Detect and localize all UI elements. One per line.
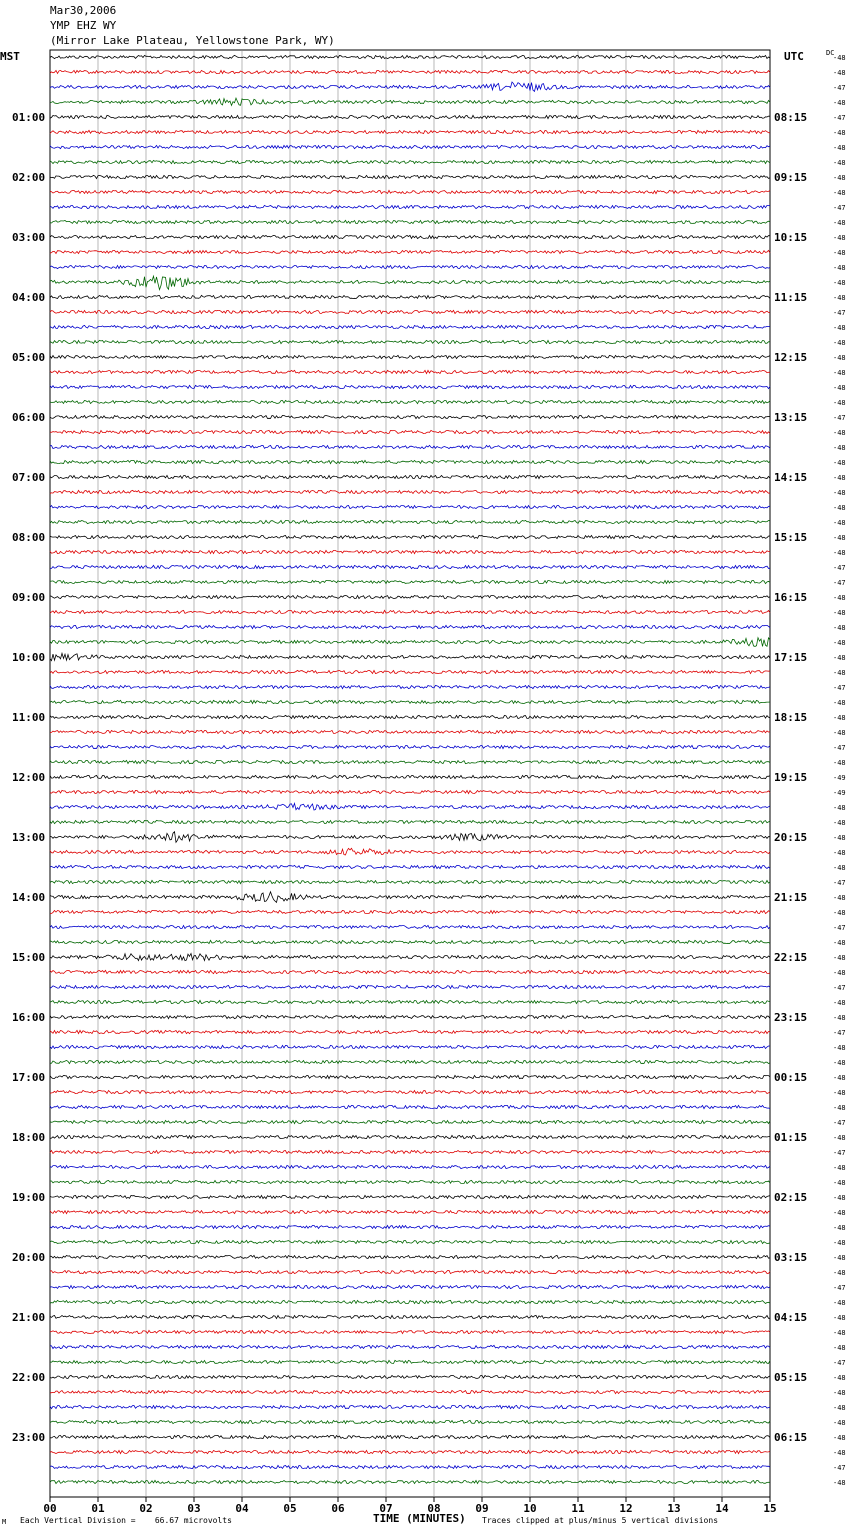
dc-offset-label: -48 xyxy=(833,474,846,482)
right-hour-label: 17:15 xyxy=(774,651,808,664)
right-hour-label: 12:15 xyxy=(774,351,808,364)
trace-row xyxy=(50,445,770,448)
station-code: YMP EHZ WY xyxy=(50,19,117,32)
dc-offset-label: -48 xyxy=(833,489,846,497)
x-tick-label: 06 xyxy=(331,1502,345,1515)
left-hour-label: 10:00 xyxy=(12,651,46,664)
x-tick-label: 05 xyxy=(283,1502,297,1515)
dc-offset-label: -48 xyxy=(833,1134,846,1142)
x-tick-label: 00 xyxy=(43,1502,57,1515)
right-hour-label: 19:15 xyxy=(774,771,808,784)
dc-offset-label: -48 xyxy=(833,444,846,452)
trace-row xyxy=(50,475,770,478)
trace-row xyxy=(50,1255,770,1258)
dc-offset-label: -48 xyxy=(833,1014,846,1022)
dc-offset-label: -48 xyxy=(833,969,846,977)
record-date: Mar30,2006 xyxy=(50,4,117,17)
trace-row xyxy=(50,1165,770,1168)
dc-offset-label: -48 xyxy=(833,1299,846,1307)
dc-offset-label: -48 xyxy=(833,234,846,242)
right-hour-label: 00:15 xyxy=(774,1071,808,1084)
left-timezone-label: MST xyxy=(0,50,20,63)
trace-row xyxy=(50,1180,770,1183)
trace-row xyxy=(50,1285,770,1288)
trace-row xyxy=(50,1345,770,1348)
dc-offset-label: -48 xyxy=(833,534,846,542)
dc-offset-label: -48 xyxy=(833,1344,846,1352)
dc-offset-label: -47 xyxy=(833,1119,846,1127)
dc-offset-label: -48 xyxy=(833,429,846,437)
left-hour-label: 05:00 xyxy=(12,351,46,364)
dc-offset-label: -48 xyxy=(833,1434,846,1442)
dc-offset-label: -48 xyxy=(833,729,846,737)
right-hour-label: 02:15 xyxy=(774,1191,808,1204)
right-hour-label: 15:15 xyxy=(774,531,808,544)
right-hour-label: 22:15 xyxy=(774,951,808,964)
left-hour-label: 23:00 xyxy=(12,1431,46,1444)
trace-row xyxy=(50,1135,770,1138)
trace-row xyxy=(50,220,770,223)
dc-offset-label: -48 xyxy=(833,159,846,167)
trace-row xyxy=(50,130,770,133)
dc-offset-label: -48 xyxy=(833,1449,846,1457)
dc-offset-label: -47 xyxy=(833,204,846,212)
corner-mark: M xyxy=(2,1518,7,1526)
right-hour-label: 11:15 xyxy=(774,291,808,304)
trace-row xyxy=(50,385,770,388)
right-hour-label: 20:15 xyxy=(774,831,808,844)
x-tick-label: 14 xyxy=(715,1502,729,1515)
dc-offset-label: -48 xyxy=(833,1329,846,1337)
trace-row xyxy=(50,1480,770,1483)
right-hour-label: 06:15 xyxy=(774,1431,808,1444)
dc-offset-label: -48 xyxy=(833,909,846,917)
trace-row xyxy=(50,940,770,943)
dc-offset-label: -47 xyxy=(833,114,846,122)
dc-offset-label: -48 xyxy=(833,339,846,347)
dc-offset-label: -48 xyxy=(833,699,846,707)
trace-row xyxy=(50,848,770,855)
dc-offset-label: -47 xyxy=(833,1464,846,1472)
trace-row xyxy=(50,550,770,553)
trace-row xyxy=(50,970,770,973)
trace-row xyxy=(50,832,770,843)
trace-row xyxy=(50,1300,770,1303)
trace-row xyxy=(50,1465,770,1468)
dc-offset-label: -48 xyxy=(833,1104,846,1112)
right-hour-label: 16:15 xyxy=(774,591,808,604)
right-hour-label: 05:15 xyxy=(774,1371,808,1384)
trace-row xyxy=(50,1075,770,1078)
trace-row xyxy=(50,310,770,313)
trace-row xyxy=(50,910,770,913)
dc-offset-label: -48 xyxy=(833,294,846,302)
trace-row xyxy=(50,340,770,343)
trace-row xyxy=(50,745,770,748)
trace-row xyxy=(50,430,770,433)
trace-row xyxy=(50,82,770,91)
dc-offset-label: -48 xyxy=(833,1089,846,1097)
right-hour-label: 13:15 xyxy=(774,411,808,424)
trace-row xyxy=(50,250,770,253)
trace-row xyxy=(50,1120,770,1123)
right-hour-label: 23:15 xyxy=(774,1011,808,1024)
x-tick-label: 01 xyxy=(91,1502,105,1515)
dc-offset-label: -48 xyxy=(833,1074,846,1082)
right-hour-label: 21:15 xyxy=(774,891,808,904)
dc-offset-label: -48 xyxy=(833,999,846,1007)
trace-row xyxy=(50,625,770,628)
trace-row xyxy=(50,595,770,598)
left-hour-label: 19:00 xyxy=(12,1191,46,1204)
dc-offset-label: -47 xyxy=(833,924,846,932)
dc-offset-label: -48 xyxy=(833,129,846,137)
dc-offset-label: -48 xyxy=(833,69,846,77)
right-hour-label: 03:15 xyxy=(774,1251,808,1264)
right-hour-label: 18:15 xyxy=(774,711,808,724)
right-hour-label: 01:15 xyxy=(774,1131,808,1144)
trace-row xyxy=(50,490,770,493)
right-hour-label: 08:15 xyxy=(774,111,808,124)
dc-offset-label: -48 xyxy=(833,519,846,527)
dc-offset-label: -48 xyxy=(833,384,846,392)
trace-row xyxy=(50,70,770,73)
dc-offset-label: -48 xyxy=(833,939,846,947)
x-tick-label: 11 xyxy=(571,1502,585,1515)
trace-row xyxy=(50,1420,770,1423)
trace-row xyxy=(50,1150,770,1153)
x-tick-label: 15 xyxy=(763,1502,777,1515)
left-hour-label: 20:00 xyxy=(12,1251,46,1264)
dc-offset-label: -48 xyxy=(833,249,846,257)
dc-offset-label: -47 xyxy=(833,684,846,692)
dc-offset-label: -48 xyxy=(833,594,846,602)
trace-row xyxy=(50,865,770,868)
dc-offset-label: -48 xyxy=(833,1479,846,1487)
left-hour-label: 22:00 xyxy=(12,1371,46,1384)
trace-row xyxy=(50,1270,770,1273)
trace-row xyxy=(50,685,770,688)
trace-row xyxy=(50,160,770,163)
trace-row xyxy=(50,370,770,373)
trace-row xyxy=(50,670,770,673)
dc-offset-label: -48 xyxy=(833,189,846,197)
trace-row xyxy=(50,760,770,763)
dc-offset-label: -47 xyxy=(833,1359,846,1367)
trace-row xyxy=(50,460,770,463)
x-tick-label: 12 xyxy=(619,1502,633,1515)
dc-offset-label: -48 xyxy=(833,624,846,632)
left-hour-label: 21:00 xyxy=(12,1311,46,1324)
left-hour-label: 14:00 xyxy=(12,891,46,904)
x-tick-label: 04 xyxy=(235,1502,249,1515)
trace-row xyxy=(50,235,770,238)
trace-row xyxy=(50,98,770,105)
trace-row xyxy=(50,276,770,289)
trace-row xyxy=(50,954,770,961)
dc-offset-label: -48 xyxy=(833,504,846,512)
dc-offset-label: -48 xyxy=(833,1224,846,1232)
trace-row xyxy=(50,1390,770,1393)
right-hour-label: 04:15 xyxy=(774,1311,808,1324)
dc-offset-label: -48 xyxy=(833,849,846,857)
left-hour-label: 17:00 xyxy=(12,1071,46,1084)
trace-row xyxy=(50,1045,770,1048)
dc-offset-label: -48 xyxy=(833,819,846,827)
dc-offset-label: -48 xyxy=(833,1194,846,1202)
trace-row xyxy=(50,1000,770,1003)
dc-offset-label: -48 xyxy=(833,279,846,287)
dc-offset-label: -48 xyxy=(833,1209,846,1217)
dc-offset-label: -47 xyxy=(833,1149,846,1157)
dc-offset-label: -48 xyxy=(833,99,846,107)
dc-offset-label: -48 xyxy=(833,834,846,842)
dc-offset-label: -48 xyxy=(833,639,846,647)
trace-row xyxy=(50,505,770,508)
trace-row xyxy=(50,1375,770,1378)
trace-row xyxy=(50,1360,770,1363)
dc-offset-label: -47 xyxy=(833,1284,846,1292)
trace-row xyxy=(50,55,770,58)
trace-row xyxy=(50,325,770,328)
trace-row xyxy=(50,1225,770,1228)
x-tick-label: 03 xyxy=(187,1502,201,1515)
trace-row xyxy=(50,580,770,583)
dc-offset-label: -49 xyxy=(833,774,846,782)
dc-offset-label: -48 xyxy=(833,549,846,557)
dc-offset-label: -48 xyxy=(833,1314,846,1322)
dc-offset-label: -48 xyxy=(833,399,846,407)
trace-row xyxy=(50,520,770,523)
left-hour-label: 02:00 xyxy=(12,171,46,184)
dc-offset-label: -48 xyxy=(833,864,846,872)
trace-row xyxy=(50,1090,770,1093)
dc-offset-label: -48 xyxy=(833,654,846,662)
trace-row xyxy=(50,985,770,988)
dc-offset-label: -48 xyxy=(833,1269,846,1277)
dc-offset-label: -48 xyxy=(833,759,846,767)
left-hour-label: 03:00 xyxy=(12,231,46,244)
left-hour-label: 08:00 xyxy=(12,531,46,544)
trace-row xyxy=(50,145,770,148)
left-hour-label: 15:00 xyxy=(12,951,46,964)
station-location: (Mirror Lake Plateau, Yellowstone Park, WY) xyxy=(50,34,335,47)
trace-row xyxy=(50,1315,770,1318)
trace-row xyxy=(50,803,770,810)
trace-row xyxy=(50,1435,770,1438)
trace-row xyxy=(50,400,770,403)
dc-offset-label: -48 xyxy=(833,609,846,617)
left-hour-label: 06:00 xyxy=(12,411,46,424)
dc-offset-label: -48 xyxy=(833,1059,846,1067)
dc-offset-label: -48 xyxy=(833,954,846,962)
trace-row xyxy=(50,1405,770,1408)
dc-offset-label: -48 xyxy=(833,1374,846,1382)
dc-offset-label: -48 xyxy=(833,369,846,377)
dc-offset-label: -48 xyxy=(833,714,846,722)
dc-offset-label: -48 xyxy=(833,219,846,227)
dc-offset-label: -48 xyxy=(833,669,846,677)
trace-row xyxy=(50,1015,770,1018)
trace-row xyxy=(50,190,770,193)
trace-row xyxy=(50,790,770,793)
dc-offset-label: -47 xyxy=(833,744,846,752)
right-hour-label: 14:15 xyxy=(774,471,808,484)
trace-row xyxy=(50,1060,770,1063)
trace-row xyxy=(50,610,770,613)
right-hour-label: 09:15 xyxy=(774,171,808,184)
x-tick-label: 08 xyxy=(427,1502,441,1515)
trace-row xyxy=(50,1240,770,1243)
dc-offset-label: -48 xyxy=(833,894,846,902)
trace-row xyxy=(50,205,770,208)
dc-offset-label: -48 xyxy=(833,54,846,62)
trace-row xyxy=(50,1030,770,1033)
dc-offset-label: -48 xyxy=(833,804,846,812)
dc-offset-label: -48 xyxy=(833,174,846,182)
dc-offset-label: -49 xyxy=(833,789,846,797)
dc-offset-label: -48 xyxy=(833,354,846,362)
left-hour-label: 18:00 xyxy=(12,1131,46,1144)
vertical-division-note: Each Vertical Division = 66.67 microvolts xyxy=(20,1516,232,1525)
dc-offset-label: -48 xyxy=(833,459,846,467)
dc-offset-label: -48 xyxy=(833,324,846,332)
trace-row xyxy=(50,653,770,660)
x-tick-label: 10 xyxy=(523,1502,537,1515)
dc-offset-label: -48 xyxy=(833,1164,846,1172)
plot-frame xyxy=(50,50,770,1497)
trace-row xyxy=(50,775,770,778)
dc-offset-label: -48 xyxy=(833,1254,846,1262)
left-hour-label: 01:00 xyxy=(12,111,46,124)
dc-offset-label: -48 xyxy=(833,264,846,272)
trace-row xyxy=(50,265,770,268)
left-hour-label: 16:00 xyxy=(12,1011,46,1024)
left-hour-label: 13:00 xyxy=(12,831,46,844)
dc-offset-label: -48 xyxy=(833,1044,846,1052)
x-axis-title: TIME (MINUTES) xyxy=(373,1512,466,1525)
trace-row xyxy=(50,638,770,647)
trace-row xyxy=(50,175,770,178)
dc-offset-label: -47 xyxy=(833,1029,846,1037)
dc-offset-label: -47 xyxy=(833,309,846,317)
trace-row xyxy=(50,415,770,418)
dc-offset-label: -48 xyxy=(833,1239,846,1247)
dc-offset-label: -48 xyxy=(833,1179,846,1187)
left-hour-label: 12:00 xyxy=(12,771,46,784)
trace-row xyxy=(50,892,770,903)
trace-row xyxy=(50,355,770,358)
trace-row xyxy=(50,1195,770,1198)
dc-label: DC xyxy=(826,49,835,57)
dc-offset-label: -48 xyxy=(833,1404,846,1412)
trace-row xyxy=(50,715,770,718)
trace-row xyxy=(50,880,770,883)
x-tick-label: 13 xyxy=(667,1502,681,1515)
dc-offset-label: -48 xyxy=(833,1389,846,1397)
right-hour-label: 10:15 xyxy=(774,231,808,244)
x-tick-label: 02 xyxy=(139,1502,153,1515)
left-hour-label: 07:00 xyxy=(12,471,46,484)
dc-offset-label: -48 xyxy=(833,1419,846,1427)
trace-row xyxy=(50,1210,770,1213)
left-hour-label: 09:00 xyxy=(12,591,46,604)
trace-row xyxy=(50,730,770,733)
dc-offset-label: -47 xyxy=(833,564,846,572)
trace-row xyxy=(50,535,770,538)
left-hour-label: 11:00 xyxy=(12,711,46,724)
clip-note: Traces clipped at plus/minus 5 vertical divisions xyxy=(482,1516,719,1525)
trace-row xyxy=(50,925,770,928)
trace-row xyxy=(50,295,770,298)
dc-offset-label: -47 xyxy=(833,879,846,887)
dc-offset-label: -47 xyxy=(833,579,846,587)
dc-offset-label: -47 xyxy=(833,84,846,92)
trace-row xyxy=(50,1330,770,1333)
x-tick-label: 07 xyxy=(379,1502,393,1515)
dc-offset-label: -48 xyxy=(833,144,846,152)
left-hour-label: 04:00 xyxy=(12,291,46,304)
trace-row xyxy=(50,1105,770,1108)
trace-row xyxy=(50,115,770,118)
right-timezone-label: UTC xyxy=(784,50,804,63)
trace-row xyxy=(50,1450,770,1453)
trace-row xyxy=(50,565,770,568)
trace-row xyxy=(50,820,770,823)
x-tick-label: 09 xyxy=(475,1502,489,1515)
dc-offset-label: -47 xyxy=(833,414,846,422)
dc-offset-label: -47 xyxy=(833,984,846,992)
trace-row xyxy=(50,700,770,703)
